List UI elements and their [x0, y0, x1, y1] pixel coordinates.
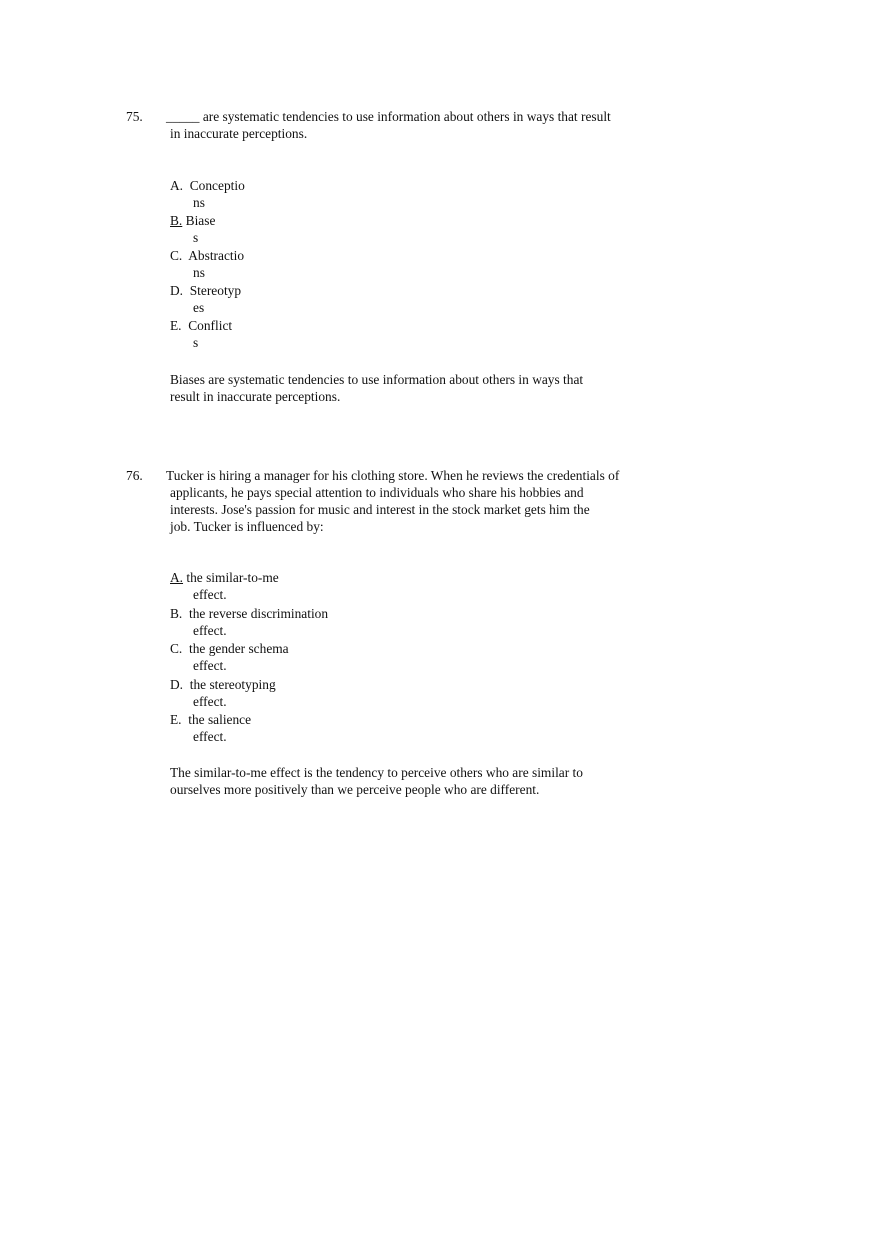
stem-line: _____ are systematic tendencies to use information about others in ways that result [166, 109, 611, 124]
option-text-cont: ns [193, 195, 205, 210]
option-letter-correct: A. [170, 570, 184, 585]
option-letter-correct: B. [170, 213, 183, 228]
option-text: the similar-to-me [186, 570, 279, 585]
option-text: the stereotyping [189, 677, 276, 692]
option-text-cont: effect. [193, 623, 227, 638]
stem-line: Tucker is hiring a manager for his clothing store. When he reviews the credentials of [166, 468, 620, 483]
explanation-line: The similar-to-me effect is the tendency to perceive others who are similar to [170, 765, 583, 780]
option-text: Abstractio [188, 248, 245, 263]
explanation-line: ourselves more positively than we perceive people who are different. [170, 782, 540, 797]
question-stem [166, 467, 666, 535]
option-letter: A. [170, 178, 184, 193]
option-text-cont: s [193, 335, 199, 350]
question-number: 75. [126, 109, 143, 124]
option-b[interactable] [170, 212, 215, 246]
option-b[interactable] [170, 605, 328, 639]
option-letter: C. [170, 641, 183, 656]
question-stem [166, 108, 666, 142]
option-text-cont: effect. [193, 729, 227, 744]
option-d[interactable] [170, 676, 276, 710]
option-d[interactable] [170, 282, 241, 316]
option-text-cont: s [193, 230, 199, 245]
question-number: 76. [126, 468, 143, 483]
option-text: the reverse discrimination [188, 606, 329, 621]
option-e[interactable] [170, 711, 251, 745]
option-text-cont: effect. [193, 658, 227, 673]
option-c[interactable] [170, 640, 289, 674]
stem-line: job. Tucker is influenced by: [170, 519, 324, 534]
explanation-line: result in inaccurate perceptions. [170, 389, 341, 404]
option-text-cont: ns [193, 265, 205, 280]
option-letter: C. [170, 248, 183, 263]
option-letter: B. [170, 606, 183, 621]
option-text: Conceptio [189, 178, 245, 193]
option-text: the salience [188, 712, 252, 727]
option-text: Biase [185, 213, 216, 228]
option-text: Stereotyp [189, 283, 242, 298]
option-letter: D. [170, 283, 184, 298]
option-text-cont: es [193, 300, 205, 315]
explanation-line: Biases are systematic tendencies to use information about others in ways that [170, 372, 584, 387]
stem-line: interests. Jose's passion for music and interest in the stock market gets him the [170, 502, 590, 517]
option-text: Conflict [188, 318, 233, 333]
option-letter: E. [170, 318, 182, 333]
option-text: the gender schema [188, 641, 289, 656]
option-e[interactable] [170, 317, 232, 351]
option-a[interactable] [170, 177, 245, 211]
option-text-cont: effect. [193, 587, 227, 602]
stem-line: applicants, he pays special attention to individuals who share his hobbies and [170, 485, 584, 500]
option-letter: E. [170, 712, 182, 727]
option-a[interactable] [170, 569, 279, 603]
answer-explanation [170, 371, 640, 405]
option-letter: D. [170, 677, 184, 692]
option-c[interactable] [170, 247, 244, 281]
option-text-cont: effect. [193, 694, 227, 709]
answer-explanation [170, 764, 640, 798]
stem-line: in inaccurate perceptions. [170, 126, 308, 141]
